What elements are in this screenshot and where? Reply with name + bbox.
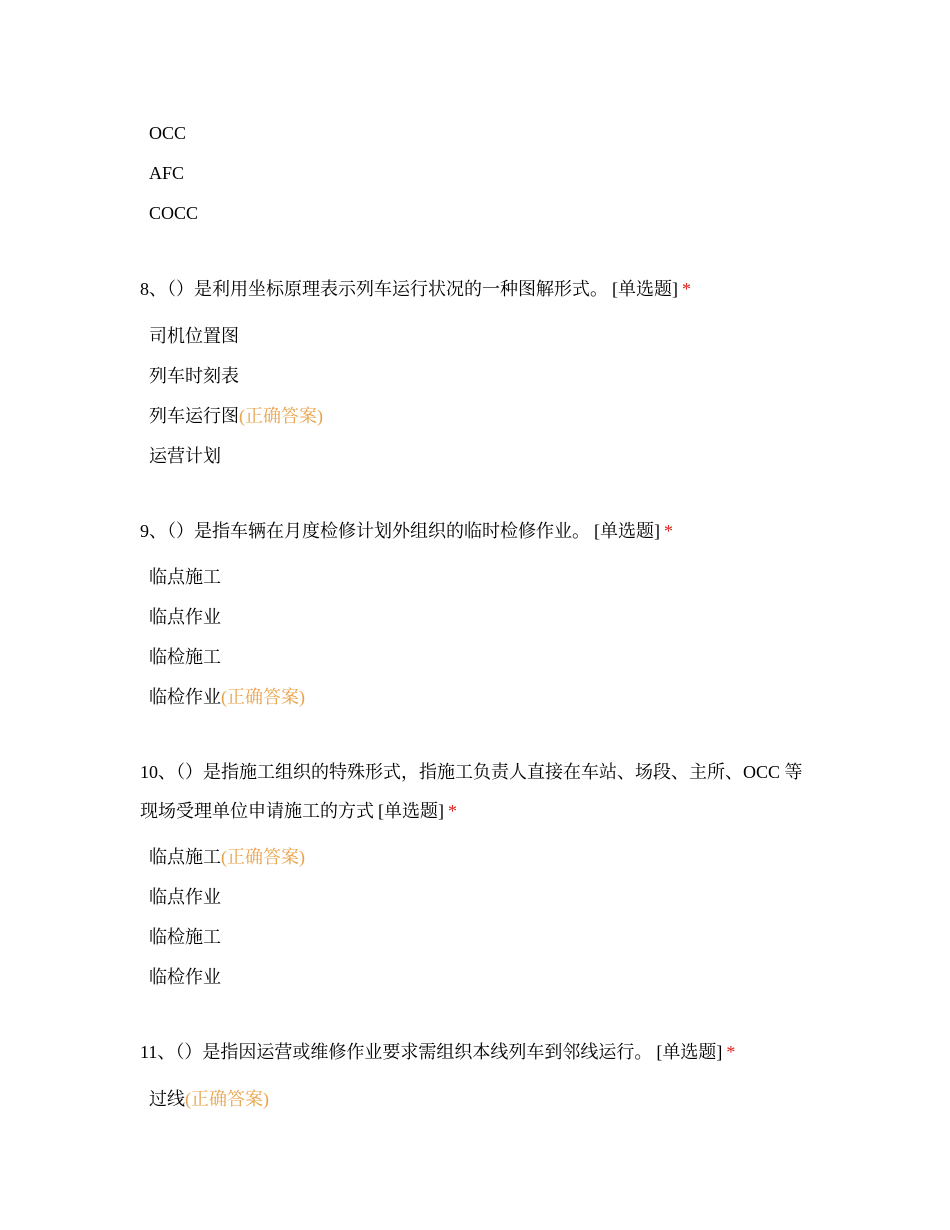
question-11-stem bbox=[140, 1033, 820, 1072]
question-number: 10、 bbox=[140, 762, 176, 782]
option-item bbox=[149, 637, 305, 677]
prev-question-options bbox=[149, 113, 198, 233]
question-text: （）是指施工组织的特殊形式，指施工负责人直接在车站、场段、主所、OCC 等现场受理单位申请施工的方式 bbox=[140, 762, 803, 821]
question-9-options bbox=[149, 557, 305, 717]
option-text: 列车时刻表 bbox=[149, 366, 239, 386]
option-text: 临点施工 bbox=[149, 847, 221, 867]
option-item bbox=[149, 113, 198, 153]
option-text: 临检作业 bbox=[149, 687, 221, 707]
required-mark: * bbox=[664, 521, 673, 541]
required-mark: * bbox=[682, 279, 691, 299]
option-text: 司机位置图 bbox=[149, 326, 239, 346]
option-text: 列车运行图 bbox=[149, 406, 239, 426]
option-item bbox=[149, 316, 323, 356]
question-text: （）是指车辆在月度检修计划外组织的临时检修作业。 bbox=[167, 521, 590, 541]
question-10-options bbox=[149, 837, 305, 997]
option-item bbox=[149, 837, 305, 877]
option-text: 临点作业 bbox=[149, 887, 221, 907]
option-item bbox=[149, 436, 323, 476]
option-text: 临检作业 bbox=[149, 967, 221, 987]
question-9-stem bbox=[140, 512, 820, 551]
option-item bbox=[149, 193, 198, 233]
option-item bbox=[149, 356, 323, 396]
correct-answer-label: (正确答案) bbox=[221, 847, 305, 867]
option-item bbox=[149, 957, 305, 997]
option-item bbox=[149, 677, 305, 717]
question-number: 9、 bbox=[140, 521, 167, 541]
question-type-label: [单选题] bbox=[612, 279, 678, 299]
option-item bbox=[149, 396, 323, 436]
question-text: （）是利用坐标原理表示列车运行状况的一种图解形式。 bbox=[167, 279, 608, 299]
option-item bbox=[149, 877, 305, 917]
option-text: 过线 bbox=[149, 1089, 185, 1109]
option-text: AFC bbox=[149, 163, 185, 183]
option-item bbox=[149, 597, 305, 637]
question-8-options bbox=[149, 316, 323, 476]
option-item bbox=[149, 557, 305, 597]
option-item bbox=[149, 917, 305, 957]
option-item bbox=[149, 153, 198, 193]
option-text: COCC bbox=[149, 203, 199, 223]
option-text: OCC bbox=[149, 123, 187, 143]
required-mark: * bbox=[448, 801, 457, 821]
correct-answer-label: (正确答案) bbox=[239, 406, 323, 426]
option-text: 临检施工 bbox=[149, 647, 221, 667]
correct-answer-label: (正确答案) bbox=[185, 1089, 269, 1109]
question-11-options bbox=[149, 1079, 269, 1119]
question-8-stem bbox=[140, 270, 820, 309]
question-text: （）是指因运营或维修作业要求需组织本线列车到邻线运行。 bbox=[175, 1042, 653, 1062]
question-10-stem bbox=[140, 753, 820, 831]
option-item bbox=[149, 1079, 269, 1119]
option-text: 临点作业 bbox=[149, 607, 221, 627]
option-text: 运营计划 bbox=[149, 446, 221, 466]
option-text: 临点施工 bbox=[149, 567, 221, 587]
required-mark: * bbox=[726, 1042, 736, 1062]
correct-answer-label: (正确答案) bbox=[221, 687, 305, 707]
question-type-label: [单选题] bbox=[378, 801, 444, 821]
question-number: 11、 bbox=[140, 1042, 176, 1062]
question-number: 8、 bbox=[140, 279, 167, 299]
question-type-label: [单选题] bbox=[656, 1042, 723, 1062]
option-text: 临检施工 bbox=[149, 927, 221, 947]
question-type-label: [单选题] bbox=[594, 521, 660, 541]
